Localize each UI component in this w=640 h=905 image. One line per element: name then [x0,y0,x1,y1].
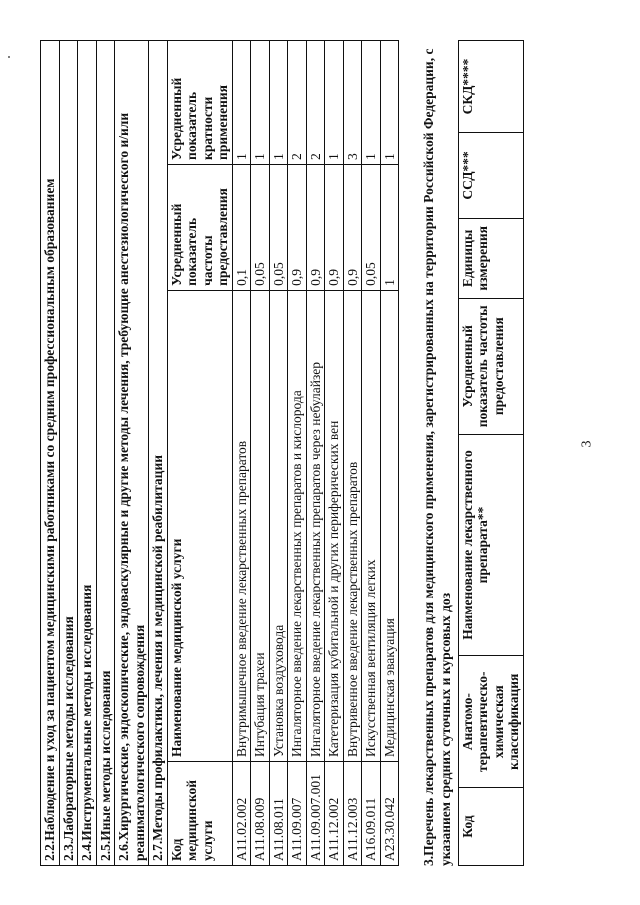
service-name: Катетеризация кубитальной и других периферических вен [325,290,344,761]
service-name: Ингаляторное введение лекарственных препаратов через небулайзер [306,290,325,761]
service-multiplicity: 1 [362,41,381,165]
drugs-table [458,40,524,866]
section-2-6: 2.6.Хирургические, эндоскопические, эндоваскулярные и другие методы лечения, требующие анестезиологического и/или реаниматологического сопровождения [115,41,149,866]
header-multiplicity: Усредненный показатель кратности применения [167,41,232,165]
service-frequency: 0,1 [232,164,251,290]
service-code: A11.12.003 [343,762,362,866]
services-header-row [167,41,232,866]
table-row [288,41,307,866]
drugs-header-row [458,41,523,866]
table-row [251,41,270,866]
table-row [380,41,399,866]
table-row [362,41,381,866]
services-table [40,40,399,866]
header-skd: СКД**** [458,41,523,133]
header-drug-frequency: Усредненный показатель частоты предоставления [458,298,523,434]
service-code: A11.09.007.001 [306,762,325,866]
section-2-7: 2.7.Методы профилактики, лечения и медицинской реабилитации [149,41,168,866]
header-atc: Анатомо-терапевтическо-химическая классификация [458,656,523,788]
section-2-5: 2.5.Иные методы исследования [96,41,115,866]
service-code: A11.08.011 [269,762,288,866]
service-name: Медицинская эвакуация [380,290,399,761]
service-frequency: 0,05 [269,164,288,290]
service-code: A23.30.042 [380,762,399,866]
service-frequency: 0,9 [343,164,362,290]
service-code: A16.09.011 [362,762,381,866]
service-frequency: 0,05 [251,164,270,290]
table-row [306,41,325,866]
section-3-title: 3.Перечень лекарственных препаратов для медицинского применения, зарегистрированных на территории Российской Федерации, с указанием средних суточных и курсовых доз [421,48,453,866]
header-frequency: Усредненный показатель частоты предоставления [167,164,232,290]
service-name: Интубация трахеи [251,290,270,761]
service-name: Искусственная вентиляция легких [362,290,381,761]
service-multiplicity: 3 [343,41,362,165]
service-frequency: 0,05 [362,164,381,290]
service-multiplicity: 1 [232,41,251,165]
header-drug-name: Наименование лекарственного препарата** [458,434,523,656]
service-multiplicity: 2 [306,41,325,165]
service-name: Ингаляторное введение лекарственных препаратов и кислорода [288,290,307,761]
rotated-page [40,40,524,866]
service-frequency: 1 [380,164,399,290]
service-multiplicity: 1 [251,41,270,165]
service-name: Установка воздуховода [269,290,288,761]
service-frequency: 0,9 [306,164,325,290]
section-2-4: 2.4.Инструментальные методы исследования [78,41,97,866]
header-ssd: ССД*** [458,132,523,218]
service-name: Внутримышечное введение лекарственных препаратов [232,290,251,761]
service-multiplicity: 2 [288,41,307,165]
table-row [232,41,251,866]
header-name: Наименование медицинской услуги [167,290,232,761]
service-code: A11.08.009 [251,762,270,866]
table-row [269,41,288,866]
service-multiplicity: 1 [325,41,344,165]
service-code: A11.09.007 [288,762,307,866]
header-drug-code: Код [458,788,523,866]
service-frequency: 0,9 [288,164,307,290]
section-2-2: 2.2.Наблюдение и уход за пациентом медицинскими работниками со средним профессиональным образованием [41,41,60,866]
service-multiplicity: 1 [380,41,399,165]
service-code: A11.02.002 [232,762,251,866]
service-code: A11.12.002 [325,762,344,866]
scan-speck [8,56,10,58]
service-multiplicity: 1 [269,41,288,165]
service-name: Внутривенное введение лекарственных препаратов [343,290,362,761]
service-frequency: 0,9 [325,164,344,290]
section-2-3: 2.3.Лабораторные методы исследования [59,41,78,866]
header-units: Единицы измерения [458,218,523,298]
page-number: 3 [579,440,595,448]
table-row [343,41,362,866]
table-row [325,41,344,866]
header-code: Код медицинской услуги [167,762,232,866]
